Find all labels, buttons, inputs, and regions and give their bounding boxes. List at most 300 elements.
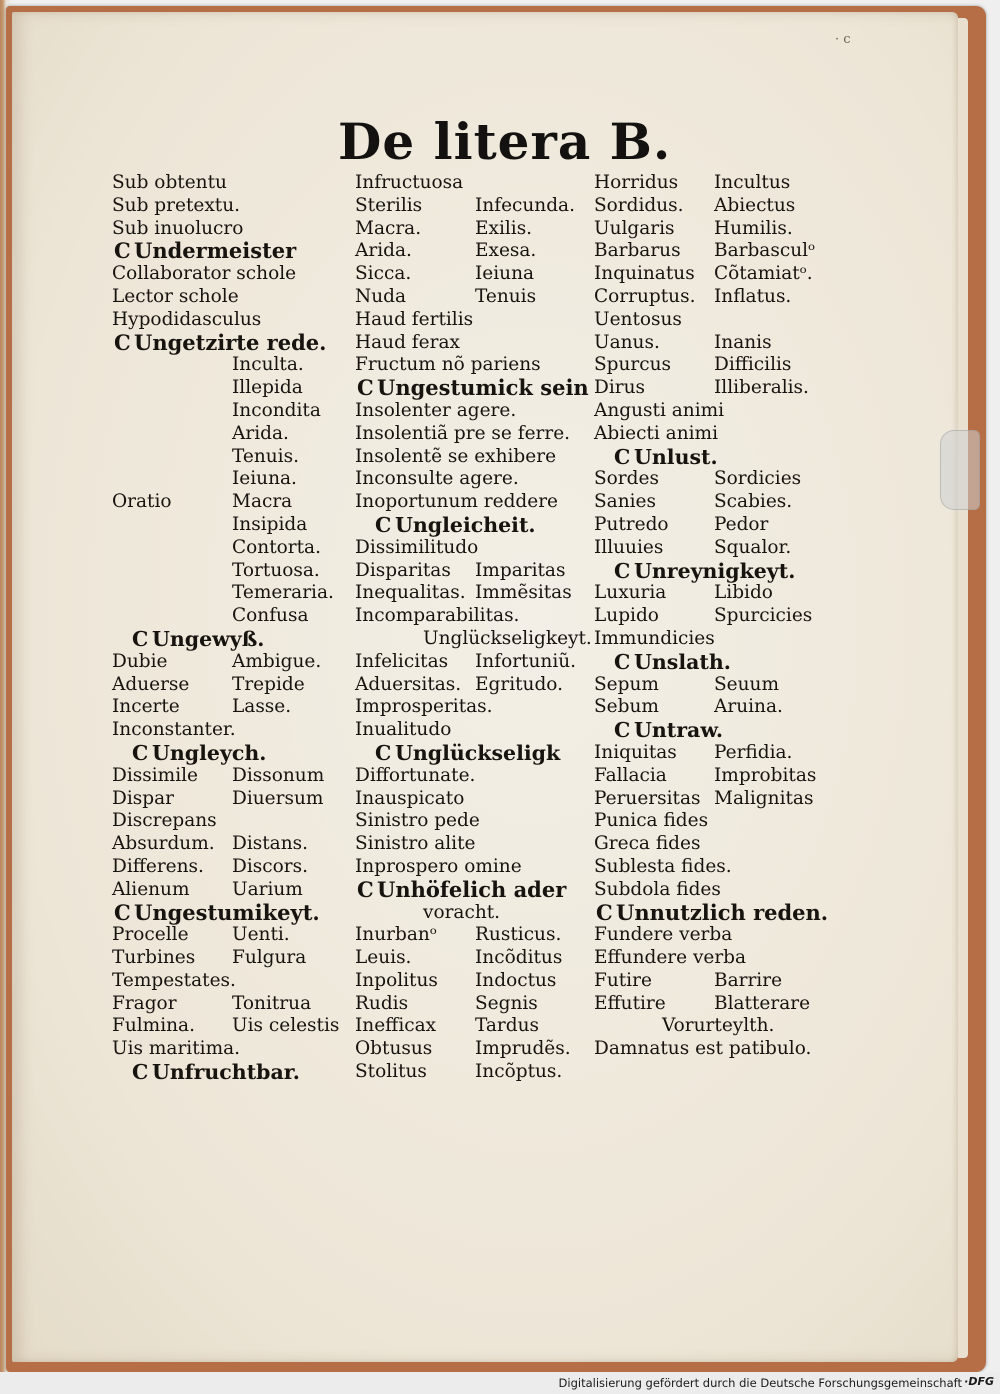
entry-row	[355, 332, 595, 355]
section-heading	[355, 902, 595, 925]
entry-term: Punica fides	[594, 810, 709, 832]
entry-row	[112, 172, 348, 195]
entry-synonym: Egritudo.	[475, 673, 563, 695]
section-heading	[594, 1015, 832, 1038]
entry-row	[594, 354, 832, 377]
entry-synonym: Diuersum	[232, 787, 324, 809]
entry-synonym: Incultus	[714, 172, 791, 193]
entry-term: Unnutzlich reden.	[616, 899, 829, 925]
entry-term: Macra.	[355, 217, 422, 239]
pilcrow-icon: C	[357, 876, 374, 902]
pilcrow-icon: C	[614, 718, 631, 743]
entry-row	[112, 1038, 348, 1061]
entry-term: Inualitudo	[355, 719, 452, 741]
entry-synonym: Tenuis	[475, 285, 537, 307]
entry-row	[594, 263, 832, 286]
entry-synonym: Abiectus	[714, 194, 796, 216]
entry-row	[112, 696, 348, 719]
entry-term: Incerte	[112, 696, 180, 718]
pilcrow-icon: C	[375, 740, 392, 765]
entry-row	[112, 354, 348, 377]
entry-term: Arida.	[355, 240, 412, 262]
entry-row	[594, 240, 832, 263]
entry-synonym: Trepide	[232, 673, 305, 695]
entry-term: Immundicies	[594, 627, 715, 649]
entry-synonym: Barbasculᵒ	[714, 240, 816, 262]
entry-term: Damnatus est patibulo.	[594, 1038, 812, 1060]
entry-row	[355, 240, 595, 263]
entry-term: Dissimile	[112, 764, 198, 786]
entry-term: Fragor	[112, 992, 177, 1014]
entry-row	[594, 924, 832, 947]
entry-row	[355, 560, 595, 583]
entry-row	[594, 514, 832, 537]
entry-term: Ungetzirte rede.	[134, 329, 327, 355]
entry-row	[355, 719, 595, 742]
section-heading	[594, 446, 832, 469]
entry-term: Sinistro pede	[355, 810, 480, 832]
entry-term: Unhöfelich ader	[377, 876, 567, 902]
entry-row	[112, 491, 348, 514]
entry-row	[594, 947, 832, 970]
column-left	[112, 172, 348, 1084]
section-heading	[355, 514, 595, 537]
entry-row	[355, 947, 595, 970]
entry-term: Aduersitas.	[355, 673, 462, 695]
entry-term: Barbarus	[594, 240, 681, 262]
entry-term: Peruersitas	[594, 787, 701, 809]
entry-row	[112, 377, 348, 400]
entry-term: Alienum	[112, 878, 190, 900]
entry-row	[594, 423, 832, 446]
entry-term: Insolentẽ se exhibere	[355, 445, 557, 467]
entry-synonym: Difficilis	[714, 354, 792, 376]
entry-row	[112, 218, 348, 241]
entry-term: Uanus.	[594, 331, 660, 353]
entry-row	[594, 468, 832, 491]
entry-term: Sub obtentu	[112, 172, 227, 193]
entry-synonym: Segnis	[475, 992, 538, 1014]
pilcrow-icon: C	[114, 329, 131, 355]
entry-term: Sublesta fides.	[594, 855, 732, 877]
entry-row	[355, 1061, 595, 1084]
entry-row	[594, 833, 832, 856]
section-heading	[112, 1061, 348, 1084]
entry-row	[594, 537, 832, 560]
entry-term: Sebum	[594, 696, 659, 718]
entry-term: Luxuria	[594, 582, 667, 604]
section-heading	[355, 628, 595, 651]
entry-row	[355, 263, 595, 286]
entry-term: Oratio	[112, 491, 172, 513]
entry-term: Unfruchtbar.	[152, 1060, 300, 1085]
entry-row	[355, 172, 595, 195]
entry-row	[594, 332, 832, 355]
pilcrow-icon: C	[614, 444, 631, 469]
entry-term: Inconsulte agere.	[355, 468, 519, 490]
entry-term: Temeraria.	[232, 582, 334, 604]
entry-term: Lector schole	[112, 285, 239, 307]
entry-row	[355, 423, 595, 446]
entry-synonym: Lasse.	[232, 696, 292, 718]
entry-synonym: Indoctus	[475, 969, 557, 991]
entry-synonym: Infecunda.	[475, 194, 575, 216]
entry-row	[112, 970, 348, 993]
entry-term: Abiecti animi	[594, 422, 718, 444]
entry-term: Procelle	[112, 924, 189, 946]
entry-term: Infructuosa	[355, 172, 464, 193]
entry-row	[594, 788, 832, 811]
pilcrow-icon: C	[375, 512, 392, 537]
entry-term: Angusti animi	[594, 399, 725, 421]
entry-synonym: Infortuniũ.	[475, 650, 577, 672]
entry-synonym: Uis celestis	[232, 1015, 340, 1037]
entry-row	[355, 537, 595, 560]
entry-row	[594, 970, 832, 993]
entry-term: Infelicitas	[355, 650, 449, 672]
entry-row	[112, 947, 348, 970]
entry-synonym: Squalor.	[714, 536, 792, 558]
entry-term: Turbines	[112, 947, 196, 969]
section-heading	[112, 628, 348, 651]
entry-row	[594, 1038, 832, 1061]
entry-term: Hypodidasculus	[112, 308, 262, 330]
entry-term: Sepum	[594, 673, 659, 695]
entry-term: Unglückseligkeyt.	[423, 627, 592, 649]
entry-term: Effutire	[594, 992, 666, 1014]
entry-term: Futire	[594, 969, 652, 991]
entry-synonym: Imparitas	[475, 559, 566, 581]
entry-synonym: Scabies.	[714, 491, 793, 513]
entry-row	[594, 810, 832, 833]
entry-row	[112, 993, 348, 1016]
entry-term: Ungleych.	[152, 740, 267, 765]
entry-row	[355, 833, 595, 856]
entry-term: Vorurteylth.	[662, 1015, 775, 1037]
entry-row	[112, 400, 348, 423]
entry-term: Inurbanᵒ	[355, 924, 437, 946]
entry-term: Insolenter agere.	[355, 399, 517, 421]
entry-synonym: Fulgura	[232, 947, 307, 969]
entry-row	[355, 810, 595, 833]
entry-row	[112, 924, 348, 947]
entry-term: Dirus	[594, 377, 646, 399]
pilcrow-icon: C	[357, 375, 374, 401]
entry-term: Fulmina.	[112, 1015, 195, 1037]
entry-term: voracht.	[423, 901, 501, 923]
entry-term: Sub pretextu.	[112, 194, 240, 216]
column-right	[594, 172, 832, 1061]
entry-row	[355, 582, 595, 605]
pilcrow-icon: C	[114, 238, 131, 264]
entry-row	[355, 605, 595, 628]
entry-term: Inequalitas.	[355, 582, 466, 604]
entry-row	[594, 172, 832, 195]
entry-row	[355, 354, 595, 377]
entry-term: Ungestumick sein	[377, 375, 589, 401]
entry-term: Dispar	[112, 787, 174, 809]
entry-synonym: Macra	[232, 491, 293, 513]
entry-row	[112, 468, 348, 491]
entry-row	[355, 1015, 595, 1038]
pilcrow-icon: C	[614, 649, 631, 674]
entry-term: Inauspicato	[355, 787, 465, 809]
entry-term: Inpolitus	[355, 969, 438, 991]
entry-synonym: Incõptus.	[475, 1061, 563, 1083]
entry-row	[594, 309, 832, 332]
entry-row	[355, 856, 595, 879]
entry-term: Effundere verba	[594, 947, 747, 969]
entry-term: Subdola fides	[594, 878, 721, 900]
entry-term: Disparitas	[355, 559, 451, 581]
entry-term: Ungestumikeyt.	[134, 899, 320, 925]
entry-synonym: Spurcicies	[714, 605, 813, 627]
entry-term: Rudis	[355, 992, 409, 1014]
section-heading	[112, 240, 348, 263]
entry-term: Contorta.	[232, 536, 321, 558]
entry-term: Absurdum.	[112, 833, 215, 855]
entry-synonym: Incõditus	[475, 947, 563, 969]
entry-row	[355, 788, 595, 811]
entry-term: Unslath.	[634, 649, 731, 674]
entry-term: Incondita	[232, 399, 321, 421]
entry-row	[594, 218, 832, 241]
entry-term: Aduerse	[112, 673, 190, 695]
entry-term: Inprospero omine	[355, 855, 522, 877]
entry-row	[112, 309, 348, 332]
funding-notice: Digitalisierung gefördert durch die Deutsche Forschungsgemeinschaft	[558, 1376, 962, 1390]
section-heading	[594, 719, 832, 742]
entry-row	[355, 993, 595, 1016]
entry-term: Inefficax	[355, 1015, 437, 1037]
entry-term: Fallacia	[594, 764, 667, 786]
section-heading	[112, 329, 348, 355]
entry-term: Spurcus	[594, 354, 672, 376]
entry-term: Ungewyß.	[152, 626, 265, 651]
entry-row	[112, 788, 348, 811]
entry-term: Unreynigkeyt.	[634, 558, 796, 583]
entry-term: Uulgaris	[594, 217, 675, 239]
entry-synonym: Perfidia.	[714, 741, 793, 763]
bookmark-tab	[940, 430, 980, 510]
section-heading	[355, 742, 595, 765]
entry-synonym: Improbitas	[714, 764, 817, 786]
entry-row	[594, 856, 832, 879]
entry-row	[594, 765, 832, 788]
section-heading	[594, 560, 832, 583]
entry-synonym: Pedor	[714, 513, 769, 535]
entry-row	[112, 879, 348, 902]
entry-term: Tenuis.	[232, 445, 299, 467]
entry-row	[594, 993, 832, 1016]
entry-row	[594, 628, 832, 651]
page-corner-mark: · c	[835, 32, 851, 47]
entry-term: Illuuies	[594, 536, 664, 558]
entry-synonym: Imprudẽs.	[475, 1038, 571, 1060]
entry-synonym: Dissonum	[232, 764, 325, 786]
entry-row	[355, 970, 595, 993]
entry-term: Insolentiã pre se ferre.	[355, 422, 571, 444]
entry-synonym: Illiberalis.	[714, 377, 809, 399]
entry-term: Sordidus.	[594, 194, 684, 216]
entry-term: Collaborator schole	[112, 263, 297, 285]
entry-row	[112, 833, 348, 856]
entry-row	[594, 879, 832, 902]
entry-term: Corruptus.	[594, 285, 696, 307]
entry-synonym: Cõtamiatᵒ.	[714, 263, 813, 285]
entry-row	[594, 742, 832, 765]
entry-synonym: Exilis.	[475, 217, 533, 239]
entry-row	[112, 765, 348, 788]
entry-row	[112, 810, 348, 833]
pilcrow-icon: C	[114, 899, 131, 925]
entry-term: Improsperitas.	[355, 696, 493, 718]
entry-term: Illepida	[232, 377, 303, 399]
entry-term: Uis maritima.	[112, 1038, 241, 1060]
entry-term: Sterilis	[355, 194, 423, 216]
entry-row	[355, 674, 595, 697]
entry-synonym: Inflatus.	[714, 285, 792, 307]
entry-synonym: Tonitrua	[232, 992, 312, 1014]
entry-term: Leuis.	[355, 947, 412, 969]
pilcrow-icon: C	[132, 1060, 149, 1085]
entry-row	[355, 1038, 595, 1061]
entry-term: Fundere verba	[594, 924, 733, 946]
entry-term: Dissimilitudo	[355, 536, 479, 558]
section-heading	[355, 377, 595, 400]
entry-row	[355, 309, 595, 332]
entry-term: Insipida	[232, 513, 308, 535]
entry-term: Diffortunate.	[355, 764, 476, 786]
entry-term: Greca fides	[594, 833, 701, 855]
entry-row	[112, 651, 348, 674]
entry-term: Incomparabilitas.	[355, 605, 520, 627]
entry-row	[355, 446, 595, 469]
entry-row	[112, 263, 348, 286]
entry-term: Horridus	[594, 172, 679, 193]
entry-term: Dubie	[112, 650, 168, 672]
entry-synonym: Exesa.	[475, 240, 537, 262]
entry-row	[594, 377, 832, 400]
entry-term: Fructum nõ pariens	[355, 354, 541, 376]
entry-row	[355, 195, 595, 218]
entry-term: Ieiuna.	[232, 468, 297, 490]
page-edges	[958, 18, 968, 1358]
entry-row	[594, 400, 832, 423]
entry-term: Untraw.	[634, 718, 724, 743]
pilcrow-icon: C	[596, 899, 613, 925]
entry-term: Arida.	[232, 422, 289, 444]
entry-term: Sinistro alite	[355, 833, 476, 855]
entry-term: Sicca.	[355, 263, 412, 285]
entry-synonym: Inanis	[714, 331, 772, 353]
pilcrow-icon: C	[132, 626, 149, 651]
entry-row	[355, 651, 595, 674]
section-heading	[594, 651, 832, 674]
entry-row	[112, 674, 348, 697]
entry-synonym: Immẽsitas	[475, 582, 572, 604]
footer-bar	[0, 1372, 1000, 1394]
entry-term: Unglückseligk	[395, 740, 561, 765]
entry-row	[355, 491, 595, 514]
entry-synonym: Uenti.	[232, 924, 290, 946]
entry-synonym: Ieiuna	[475, 263, 535, 285]
entry-term: Sanies	[594, 491, 656, 513]
entry-synonym: Sordicies	[714, 468, 802, 490]
entry-term: Inculta.	[232, 354, 304, 376]
entry-row	[112, 582, 348, 605]
entry-row	[355, 924, 595, 947]
entry-synonym: Aruina.	[714, 696, 783, 718]
section-heading	[112, 742, 348, 765]
section-heading	[355, 876, 595, 902]
entry-synonym: Distans.	[232, 833, 308, 855]
entry-row	[112, 423, 348, 446]
entry-term: Ungleicheit.	[395, 512, 536, 537]
entry-term: Inconstanter.	[112, 719, 236, 741]
entry-term: Iniquitas	[594, 741, 677, 763]
entry-term: Uentosus	[594, 308, 682, 330]
entry-term: Obtusus	[355, 1038, 433, 1060]
section-heading	[594, 899, 832, 925]
entry-row	[355, 468, 595, 491]
pilcrow-icon: C	[614, 558, 631, 583]
entry-row	[112, 286, 348, 309]
pilcrow-icon: C	[132, 740, 149, 765]
entry-synonym: Humilis.	[714, 217, 793, 239]
entry-term: Nuda	[355, 285, 406, 307]
entry-term: Unlust.	[634, 444, 718, 469]
page-heading: De litera B.	[338, 112, 672, 171]
entry-row	[112, 605, 348, 628]
entry-row	[112, 537, 348, 560]
entry-row	[594, 696, 832, 719]
entry-term: Discrepans	[112, 810, 217, 832]
entry-row	[112, 446, 348, 469]
entry-synonym: Seuum	[714, 673, 779, 695]
entry-term: Tortuosa.	[232, 559, 320, 581]
entry-row	[355, 286, 595, 309]
entry-row	[594, 674, 832, 697]
entry-row	[112, 560, 348, 583]
column-middle	[355, 172, 595, 1084]
entry-row	[594, 582, 832, 605]
entry-row	[594, 286, 832, 309]
entry-term: Tempestates.	[112, 969, 236, 991]
entry-synonym: Ambigue.	[232, 650, 322, 672]
entry-term: Haud fertilis	[355, 308, 474, 330]
entry-row	[112, 514, 348, 537]
entry-synonym: Libido	[714, 582, 773, 604]
entry-synonym: Blatterare	[714, 992, 811, 1014]
entry-synonym: Tardus	[475, 1015, 540, 1037]
entry-term: Inoportunum reddere	[355, 491, 559, 513]
entry-term: Differens.	[112, 855, 204, 877]
entry-row	[355, 765, 595, 788]
entry-term: Sordes	[594, 468, 659, 490]
entry-synonym: Malignitas	[714, 787, 814, 809]
entry-row	[594, 195, 832, 218]
entry-row	[355, 696, 595, 719]
entry-synonym: Rusticus.	[475, 924, 562, 946]
entry-term: Sub inuolucro	[112, 217, 244, 239]
entry-synonym: Discors.	[232, 855, 308, 877]
entry-row	[594, 491, 832, 514]
section-heading	[112, 899, 348, 925]
entry-term: Inquinatus	[594, 263, 695, 285]
entry-row	[112, 195, 348, 218]
entry-row	[112, 1015, 348, 1038]
